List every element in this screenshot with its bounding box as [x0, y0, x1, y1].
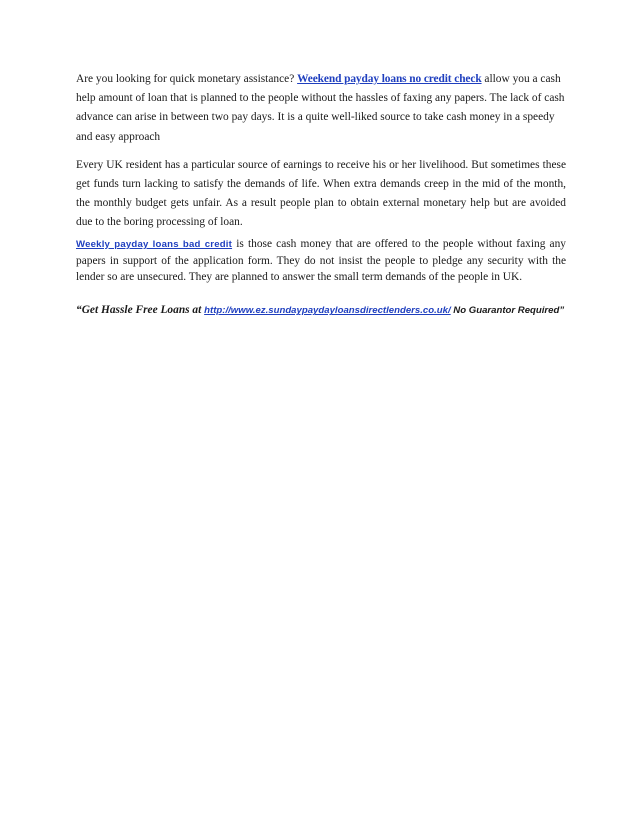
website-url-link[interactable]: http://www.ez.sundaypaydayloansdirectlenders.co.uk/: [204, 305, 451, 317]
weekly-payday-loans-link[interactable]: Weekly payday loans bad credit: [76, 238, 233, 250]
paragraph-intro-continuation: allow you a cash help amount of loan that is planned to the people without the hassles of faxing any papers. The lack of cash advance can arise in between two pay days. It is a quite well-liked source to take cash money in a speedy and easy approach: [76, 73, 565, 143]
document-body: [76, 70, 566, 320]
paragraph-intro-text: Are you looking for quick monetary assistance?: [76, 73, 298, 85]
closing-quote-tail: No Guarantor Required”: [450, 305, 565, 317]
paragraph-weekly-loans: [76, 236, 566, 286]
weekend-payday-loans-link[interactable]: Weekend payday loans no credit check: [297, 73, 482, 85]
paragraph-weekly-loans-text: is those cash money that are offered to the people without faxing any papers in support of the application form. They do not insist the people to pledge any security with the lender so are unsecured. They are planned to answer the small term demands of the people in UK.: [76, 237, 566, 284]
paragraph-uk-resident: Every UK resident has a particular source of earnings to receive his or her livelihood. But sometimes these get funds turn lacking to satisfy the demands of life. When extra demands creep in the mid of the month, the monthly budget gets unfair. As a result people plan to obtain external monetary help but are avoided due to the boring processing of loan.: [76, 158, 566, 228]
closing-quote-lead: “Get Hassle Free Loans at: [76, 304, 205, 317]
closing-quote: [76, 301, 566, 320]
paragraph-intro: [76, 70, 566, 147]
